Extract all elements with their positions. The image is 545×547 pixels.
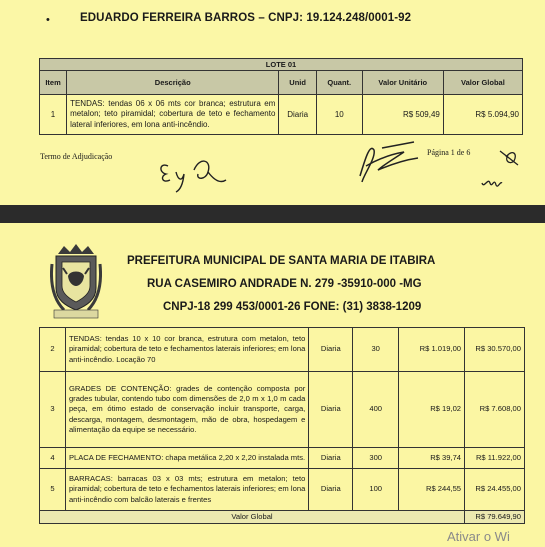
cell-unit: R$ 244,55 (399, 469, 465, 511)
cell-unid: Diaria (309, 372, 353, 448)
cell-unid: Diaria (309, 448, 353, 469)
cell-desc: BARRACAS: barracas 03 x 03 mts; estrutura em metalon; teto piramidal; cobertura de teto e fechamentos laterais inferiores; em lona anti-incêndio com balcão laterais e frentes (65, 469, 308, 511)
table-row (40, 469, 525, 511)
header-address: RUA CASEMIRO ANDRADE N. 279 -35910-000 -MG (147, 278, 422, 290)
cell-global: R$ 24.455,00 (465, 469, 525, 511)
cell-quant: 100 (353, 469, 399, 511)
cell-quant: 10 (316, 95, 362, 135)
header-valor-global: Valor Global (443, 71, 522, 95)
cell-item: 3 (40, 372, 66, 448)
signature-1 (150, 150, 240, 195)
cell-unid: Diaria (309, 469, 353, 511)
cell-unid: Diaria (309, 328, 353, 372)
cell-quant: 400 (353, 372, 399, 448)
table-row (40, 95, 523, 135)
cell-global: R$ 11.922,00 (465, 448, 525, 469)
header-descricao: Descrição (67, 71, 279, 95)
company-title: EDUARDO FERREIRA BARROS – CNPJ: 19.124.248/0001-92 (80, 12, 412, 24)
cell-item: 1 (40, 95, 67, 135)
total-value: R$ 79.649,90 (465, 511, 525, 524)
header-item: Item (40, 71, 67, 95)
municipal-crest-icon (50, 244, 102, 322)
items-table (39, 327, 525, 524)
cell-item: 5 (40, 469, 66, 511)
header-prefeitura: PREFEITURA MUNICIPAL DE SANTA MARIA DE ITABIRA (127, 255, 436, 267)
total-row (40, 511, 525, 524)
lote-table (39, 58, 523, 135)
cell-desc: PLACA DE FECHAMENTO: chapa metálica 2,20 x 2,20 instalada mts. (65, 448, 308, 469)
cell-global: R$ 30.570,00 (465, 328, 525, 372)
signature-3 (470, 145, 530, 195)
header-cnpj: CNPJ-18 299 453/0001-26 FONE: (31) 3838-1209 (163, 301, 422, 313)
activate-windows-watermark: Ativar o Wi (447, 529, 510, 544)
header-unid: Unid (279, 71, 316, 95)
lote-title: LOTE 01 (40, 59, 523, 71)
cell-global: R$ 7.608,00 (465, 372, 525, 448)
page-divider (0, 205, 545, 223)
header-quant: Quant. (316, 71, 362, 95)
footer-pagina: Página 1 de 6 (427, 148, 471, 157)
cell-quant: 300 (353, 448, 399, 469)
cell-unit: R$ 19,02 (399, 372, 465, 448)
cell-desc: GRADES DE CONTENÇÃO: grades de contenção composta por grades tubular, contendo tubo com dimensões de 2,0 m x 1,0 m cada peça, em ótimo estado de conservação incluir transporte, carga, descarga, montagem, desmontagem, mão de obra, hospedagem e alimentação da equipe se necessário. (65, 372, 308, 448)
table-row (40, 328, 525, 372)
bullet: • (46, 14, 50, 26)
cell-item: 4 (40, 448, 66, 469)
table-row (40, 448, 525, 469)
cell-desc: TENDAS: tendas 06 x 06 mts cor branca; estrutura em metalon; teto piramidal; cobertura de teto e fechamento lateral inferiores, em lona anti-incêndio. (67, 95, 279, 135)
cell-unit: R$ 39,74 (399, 448, 465, 469)
table-row (40, 372, 525, 448)
document-page-2 (0, 223, 545, 547)
header-valor-unitario: Valor Unitário (362, 71, 443, 95)
footer-termo: Termo de Adjudicação (40, 152, 113, 161)
cell-unid: Diaria (279, 95, 316, 135)
cell-unit: R$ 509,49 (362, 95, 443, 135)
cell-item: 2 (40, 328, 66, 372)
cell-desc: TENDAS: tendas 10 x 10 cor branca, estrutura com metalon, teto piramidal; cobertura de teto e fechamentos laterais inferiores; em lona anti-incêndio. Locação 70 (65, 328, 308, 372)
cell-unit: R$ 1.019,00 (399, 328, 465, 372)
signature-2 (352, 136, 432, 188)
total-label: Valor Global (40, 511, 465, 524)
document-page-1 (0, 0, 545, 205)
cell-quant: 30 (353, 328, 399, 372)
cell-global: R$ 5.094,90 (443, 95, 522, 135)
